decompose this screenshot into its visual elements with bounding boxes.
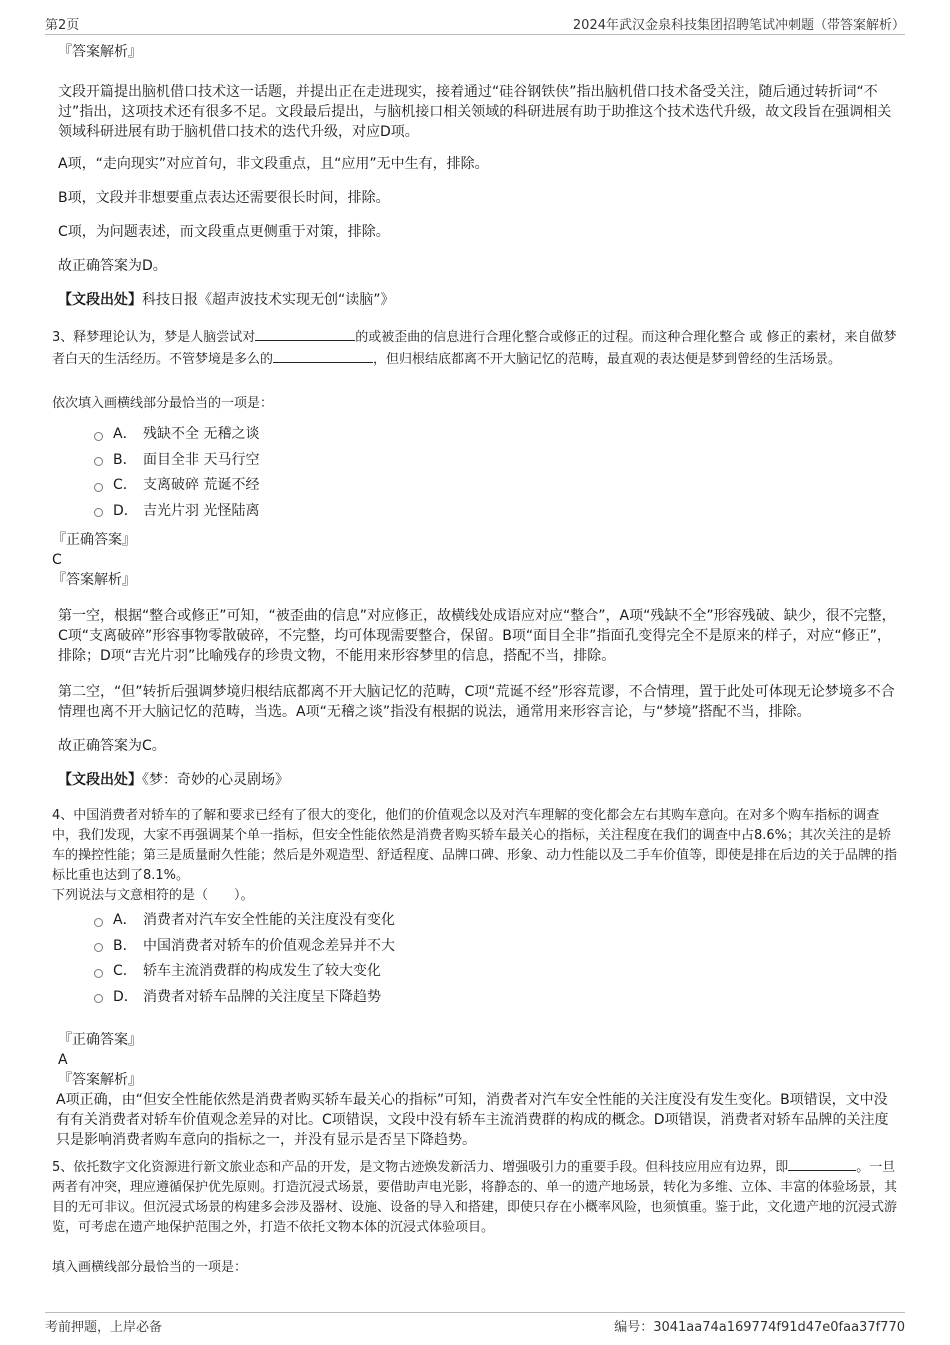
option-a[interactable]: A． 消费者对汽车安全性能的关注度没有变化 bbox=[94, 908, 900, 934]
analysis-paragraph: 故正确答案为D。 bbox=[58, 258, 167, 274]
analysis-paragraph: C项，为问题表述，而文段重点更侧重于对策，排除。 bbox=[58, 224, 390, 240]
radio-icon[interactable] bbox=[94, 969, 103, 978]
radio-icon[interactable] bbox=[94, 457, 103, 466]
question-4-text: 4、中国消费者对轿车的了解和要求已经有了很大的变化，他们的价值观念以及对汽车理解的变化都会左右其购车意向。在对多个购车指标的调查中，我们发现，大家不再强调某个单一指标，但安全性能依然是消费者购买轿车最关心的指标，关注程度在我们的调查中占8.6%；其次关注的是轿车的操控性能；第三是质量耐久性能；然后是外观造型、舒适程度、品牌口碑、形象、动力性能以及二手车价值等，即使是排在后边的关于品牌的指标比重也达到了8.1%。 bbox=[52, 808, 898, 883]
question-5-prompt: 填入画横线部分最恰当的一项是： bbox=[52, 1260, 248, 1275]
option-d[interactable]: D． 吉光片羽 光怪陆离 bbox=[94, 499, 900, 525]
analysis-paragraph: B项，文段并非想要重点表达还需要很长时间，排除。 bbox=[58, 190, 390, 206]
analysis-paragraph: A项正确，由“但安全性能依然是消费者购买轿车最关心的指标”可知，消费者对汽车安全性能的关注度没有发生变化。B项错误，文中没有有关消费者对轿车价值观念差异的对比。C项错误，文段中没有轿车主流消费群的构成的概念。D项错误，消费者对轿车品牌的关注度只是影响消费者购车意向的指标之一，并没有显示是否呈下降趋势。 bbox=[56, 1092, 889, 1148]
option-c[interactable]: C． 轿车主流消费群的构成发生了较大变化 bbox=[94, 959, 900, 985]
footer-slogan: 考前押题，上岸必备 bbox=[45, 1320, 163, 1335]
source-label: 【文段出处】 bbox=[58, 292, 142, 308]
correct-answer-label: 『正确答案』 bbox=[58, 1032, 142, 1048]
fill-blank bbox=[273, 348, 373, 363]
option-b[interactable]: B． 中国消费者对轿车的价值观念差异并不大 bbox=[94, 934, 900, 960]
option-c[interactable]: C． 支离破碎 荒诞不经 bbox=[94, 473, 900, 499]
correct-answer: A bbox=[58, 1052, 68, 1068]
radio-icon[interactable] bbox=[94, 943, 103, 952]
correct-answer: C bbox=[52, 552, 62, 568]
source-text: 科技日报《超声波技术实现无创“读脑”》 bbox=[142, 292, 395, 308]
analysis-label: 『答案解析』 bbox=[58, 1072, 142, 1088]
question-3-options bbox=[52, 422, 900, 524]
blank-tail bbox=[846, 1156, 856, 1171]
source-text: 《梦：奇妙的心灵剧场》 bbox=[142, 772, 289, 788]
radio-icon[interactable] bbox=[94, 508, 103, 517]
analysis-label: 『答案解析』 bbox=[58, 44, 142, 60]
question-4-prompt: 下列说法与文意相符的是（ ）。 bbox=[52, 888, 254, 903]
page-number: 第2页 bbox=[45, 18, 80, 33]
analysis-paragraph: A项，“走向现实”对应首句，非文段重点，且“应用”无中生有，排除。 bbox=[58, 156, 489, 172]
radio-icon[interactable] bbox=[94, 432, 103, 441]
question-3-text: 3、释梦理论认为，梦是人脑尝试对 的或被歪曲的信息进行合理化整合或修正的过程。而这种合理化整合 或 修正的素材，来自做梦者白天的生活经历。不管梦境是多么的 ，但归根结底都离不开大脑记忆的范畴，最直观的表达便是梦到曾经的生活场景。 bbox=[52, 326, 900, 370]
passage-source bbox=[58, 290, 900, 310]
document-code: 编号：3041aa74a169774f91d47e0faa37f770 bbox=[614, 1320, 905, 1335]
radio-icon[interactable] bbox=[94, 918, 103, 927]
source-label: 【文段出处】 bbox=[58, 772, 142, 788]
option-a[interactable]: A． 残缺不全 无稽之谈 bbox=[94, 422, 900, 448]
analysis-paragraph: 故正确答案为C。 bbox=[58, 738, 166, 754]
option-b[interactable]: B． 面目全非 天马行空 bbox=[94, 448, 900, 474]
analysis-paragraph: 第一空，根据“整合或修正”可知，“被歪曲的信息”对应修正，故横线处成语应对应“整合”，A项“残缺不全”形容残破、缺少，很不完整，C项“支离破碎”形容事物零散破碎，不完整，均可体现需要整合，保留。B项“面目全非”指面孔变得完全不是原来的样子，对应“修正”，排除；D项“吉光片羽”比喻残存的珍贵文物，不能用来形容梦里的信息，搭配不当，排除。 bbox=[58, 608, 896, 664]
analysis-paragraph: 第二空，“但”转折后强调梦境归根结底都离不开大脑记忆的范畴，C项“荒诞不经”形容荒谬，不合情理，置于此处可体现无论梦境多不合情理也离不开大脑记忆的范畴，当选。A项“无稽之谈”指没有根据的说法，通常用来形容言论，与“梦境”搭配不当，排除。 bbox=[58, 684, 895, 720]
fill-blank bbox=[788, 1156, 846, 1171]
document-title: 2024年武汉金泉科技集团招聘笔试冲刺题（带答案解析） bbox=[572, 18, 905, 33]
option-d[interactable]: D． 消费者对轿车品牌的关注度呈下降趋势 bbox=[94, 985, 900, 1011]
page-header bbox=[45, 12, 905, 35]
correct-answer-label: 『正确答案』 bbox=[52, 532, 136, 548]
radio-icon[interactable] bbox=[94, 994, 103, 1003]
page-content bbox=[52, 42, 900, 1278]
analysis-label: 『答案解析』 bbox=[52, 572, 136, 588]
question-3-prompt: 依次填入画横线部分最恰当的一项是： bbox=[52, 396, 274, 411]
passage-source bbox=[58, 770, 900, 790]
question-4-options bbox=[52, 908, 900, 1010]
analysis-paragraph: 文段开篇提出脑机借口技术这一话题，并提出正在走进现实，接着通过“硅谷钢铁侠”指出脑机借口技术备受关注，随后通过转折词“不过”指出，这项技术还有很多不足。文段最后提出，与脑机接口相关领域的科研进展有助于助推这个技术迭代升级，故文段旨在强调相关领域科研进展有助于脑机借口技术的迭代升级，对应D项。 bbox=[58, 84, 892, 140]
radio-icon[interactable] bbox=[94, 483, 103, 492]
fill-blank bbox=[255, 326, 355, 341]
question-5-text: 5、依托数字文化资源进行新文旅业态和产品的开发，是文物古迹焕发新活力、增强吸引力的重要手段。但科技应用应有边界，即 。一旦两者有冲突，理应遵循保护优先原则。打造沉浸式场景，要借助声电光影，将静态的、单一的遗产地场景，转化为多维、立体、丰富的体验场景，其目的无可非议。但沉浸式场景的构建多会涉及器材、设施、设备的导入和搭建，即使只存在小概率风险，也须慎重。鉴于此，文化遗产地的沉浸式游览，可考虑在遗产地保护范围之外，打造不依托文物本体的沉浸式体验项目。 bbox=[52, 1156, 900, 1238]
page-footer bbox=[45, 1312, 905, 1335]
